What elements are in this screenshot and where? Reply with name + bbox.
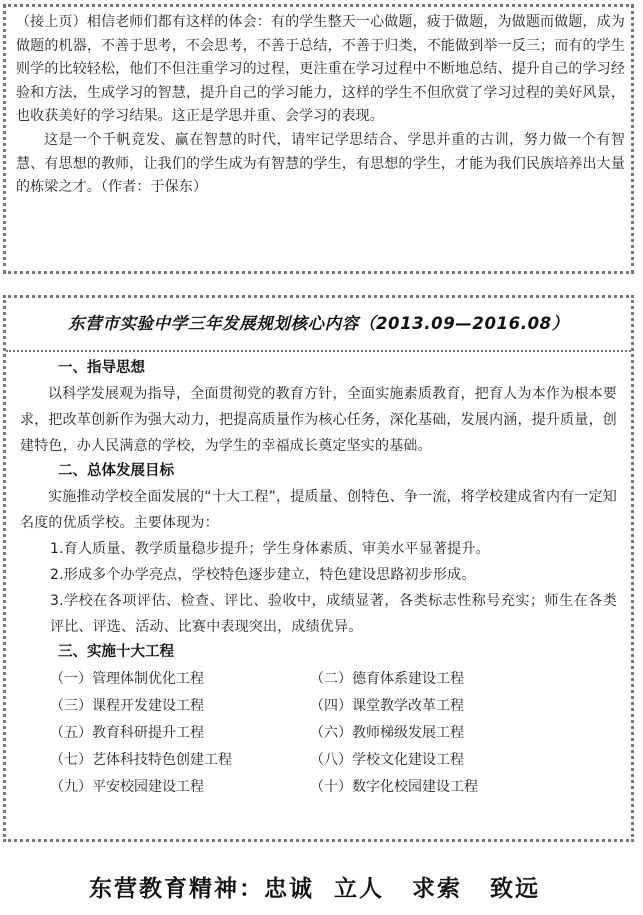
- section-text-goals: 实施推动学校全面发展的“十大工程”，提质量、创特色、争一流，将学校建成省内有一定知名度的优质学校。主要体现为：: [20, 489, 617, 531]
- section-heading-guiding: 一、指导思想: [58, 360, 145, 376]
- project-item: （四）课堂教学改革工程: [310, 698, 464, 714]
- intro-paragraph-2: 这是一个千帆竞发、赢在智慧的时代，请牢记学思结合、学思并重的古训，努力做一个有智慧、有思想的教师，让我们的学生成为有智慧的学生，有思想的学生，才能为我们民族培养出大量的栋梁之才。（作者：于保东）: [16, 131, 625, 196]
- plan-title: 东营市实验中学三年发展规划核心内容（2013.09—2016.08）: [68, 314, 569, 333]
- intro-box: [3, 4, 634, 274]
- project-item: （十）数字化校园建设工程: [310, 779, 478, 795]
- section-text-guiding: 以科学发展观为指导，全面贯彻党的教育方针，全面实施素质教育，把育人为本作为根本要求，把改革创新作为强大动力，把提高质量作为核心任务，深化基础，发展内涵，提升质量，创建特色，办人民满意的学校，为学生的幸福成长奠定坚实的基础。: [20, 386, 617, 454]
- spirit-word: 立人: [334, 876, 384, 902]
- spirit-word: 致远: [490, 876, 540, 902]
- intro-paragraph-1: （接上页）相信老师们都有这样的体会：有的学生整天一心做题，疲于做题，为做题而做题，成为做题的机器，不善于思考，不会思考，不善于总结，不善于归类，不能做到举一反三；而有的学生则学的比较轻松，他们不但注重学习的过程，更注重在学习过程中不断地总结、提升自己的学习经验和方法，生成学习的智慧，提升自己的学习能力，这样的学生不但欣赏了学习过程的美好风景，也收获美好的学习结果。这正是学思并重、会学习的表现。: [16, 14, 625, 125]
- spirit-word: 求索: [412, 876, 462, 902]
- plan-box: [3, 295, 634, 842]
- project-item: （一）管理体制优化工程: [50, 671, 204, 687]
- project-item: （六）教师梯级发展工程: [310, 725, 464, 741]
- plan-content: [6, 352, 631, 801]
- goal-item-2: 2.形成多个办学亮点，学校特色逐步建立，特色建设思路初步形成。: [50, 567, 476, 583]
- project-item: （三）课程开发建设工程: [50, 698, 204, 714]
- project-item: （二）德育体系建设工程: [310, 671, 464, 687]
- project-item: （九）平安校园建设工程: [50, 779, 204, 795]
- project-item: （七）艺体科技特色创建工程: [50, 752, 232, 768]
- education-spirit-slogan: [0, 870, 643, 903]
- goal-item-1: 1.育人质量、教学质量稳步提升；学生身体素质、审美水平显著提升。: [50, 541, 490, 557]
- goal-item-3: 3.学校在各项评估、检查、评比、验收中，成绩显著，各类标志性称号充实；师生在各类评比、评选、活动、比赛中表现突出，成绩优异。: [50, 593, 617, 635]
- section-heading-projects: 三、实施十大工程: [58, 644, 174, 660]
- section-heading-goals: 二、总体发展目标: [58, 463, 174, 479]
- project-item: （八）学校文化建设工程: [310, 752, 464, 768]
- project-list: [20, 666, 617, 801]
- spirit-lead: 东营教育精神：忠诚: [89, 876, 314, 902]
- project-item: （五）教育科研提升工程: [50, 725, 204, 741]
